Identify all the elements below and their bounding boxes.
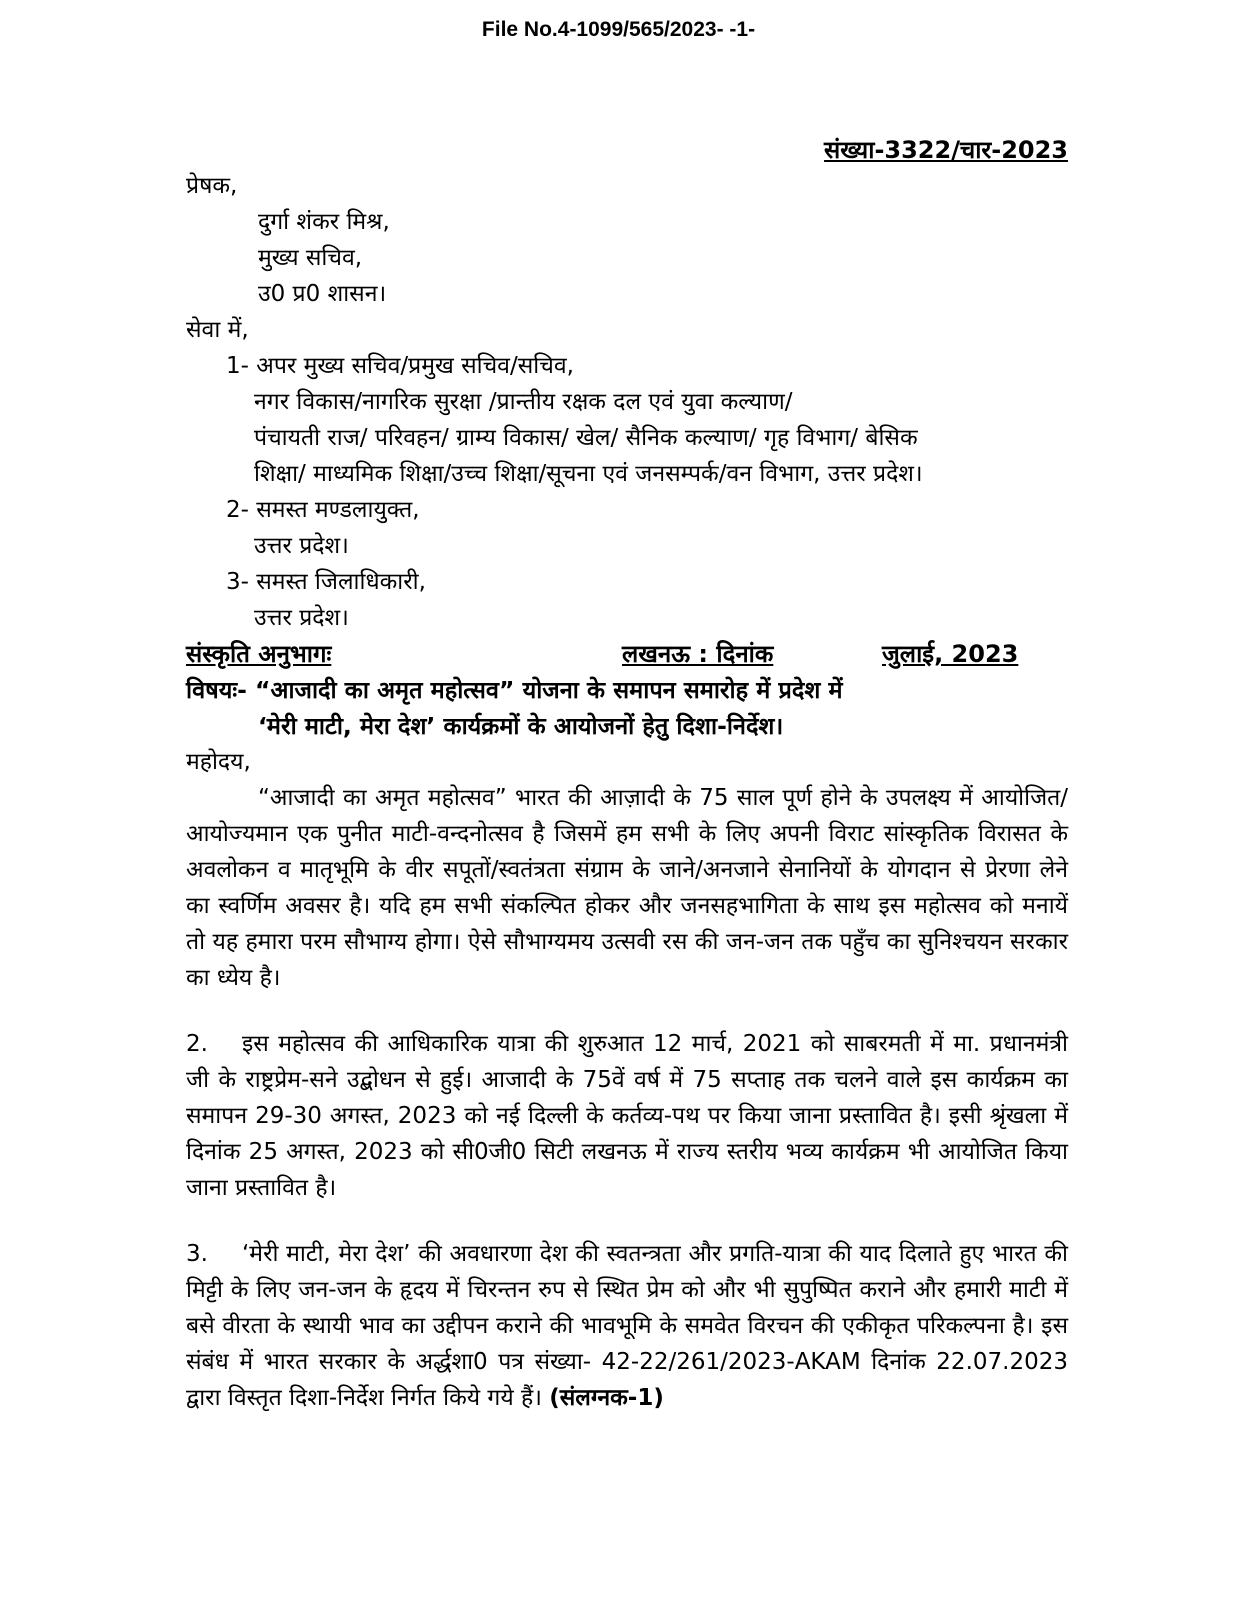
recipient-line: पंचायती राज/ परिवहन/ ग्राम्य विकास/ खेल/ सैनिक कल्याण/ गृह विभाग/ बेसिक — [254, 425, 918, 451]
subject — [186, 672, 1068, 744]
sender-office: उ0 प्र0 शासन। — [258, 281, 387, 307]
recipient-line: नगर विकास/नागरिक सुरक्षा /प्रान्तीय रक्षक दल एवं युवा कल्याण/ — [254, 389, 793, 415]
to-label: सेवा में, — [186, 317, 249, 343]
recipient-2 — [186, 492, 1068, 564]
recipient-line: अपर मुख्य सचिव/प्रमुख सचिव/सचिव, — [256, 353, 574, 379]
reference-number: संख्या-3322/चार-2023 — [824, 136, 1068, 164]
paragraph-2 — [186, 1026, 1068, 1206]
file-number-header: File No.4-1099/565/2023- -1- — [481, 18, 756, 41]
recipient-number: 1- — [226, 353, 249, 379]
paragraph-text: ‘मेरी माटी, मेरा देश’ की अवधारणा देश की स्वतन्त्रता और प्रगति-यात्रा की याद दिलाते हुए भारत की मिट्टी के लिए जन-जन के हृदय में चिरन्तन रुप से स्थित प्रेम को और भी सुपुष्पित कराने और हमारी माटी में बसे वीरता के स्थायी भाव का उद्दीपन कराने की भावभूमि के समवेत विरचन की एकीकृत परिकल्पना है। इस संबंध में भारत सरकार के अर्द्धशा0 पत्र संख्या- 42-22/261/2023-AKAM दिनांक 22.07.2023 द्वारा विस्तृत दिशा-निर्देश निर्गत किये गये हैं। — [186, 1241, 1068, 1411]
recipient-line: समस्त मण्डलायुक्त, — [256, 497, 420, 523]
recipient-number: 3- — [226, 569, 249, 595]
paragraph-1: “आजादी का अमृत महोत्सव” भारत की आज़ादी के 75 साल पूर्ण होने के उपलक्ष्य में आयोजित/आयोज्यमान एक पुनीत माटी-वन्दनोत्सव है जिसमें हम सभी के लिए अपनी विराट सांस्कृतिक विरासत के अवलोकन व मातृभूमि के वीर सपूतों/स्वतंत्रता संग्राम के जाने/अनजाने सेनानियों के योगदान से प्रेरणा लेने का स्वर्णिम अवसर है। यदि हम सभी संकल्पित होकर और जनसहभागिता के साथ इस महोत्सव को मनायें तो यह हमारा परम सौभाग्य होगा। ऐसे सौभाग्यमय उत्सवी रस की जन-जन तक पहुँच का सुनिश्चयन सरकार का ध्येय है। — [186, 785, 1068, 991]
department-date-row — [186, 636, 1068, 672]
place-date-label: लखनऊ : दिनांक — [622, 640, 774, 668]
subject-line: ‘मेरी माटी, मेरा देश’ कार्यक्रमों के आयोजनों हेतु दिशा-निर्देश। — [258, 712, 784, 740]
letter-date: जुलाई, 2023 — [882, 640, 1019, 668]
paragraph-number: 2. — [186, 1031, 208, 1057]
from-label: प्रेषक, — [186, 173, 238, 199]
subject-line: विषयः- “आजादी का अमृत महोत्सव” योजना के समापन समारोह में प्रदेश में — [186, 676, 843, 704]
recipient-line: उत्तर प्रदेश। — [254, 533, 349, 559]
sender-designation: मुख्य सचिव, — [258, 245, 363, 271]
salutation: महोदय, — [186, 749, 251, 775]
paragraph-text: इस महोत्सव की आधिकारिक यात्रा की शुरुआत 12 मार्च, 2021 को साबरमती में मा. प्रधानमंत्री जी के राष्ट्रप्रेम-सने उद्बोधन से हुई। आजादी के 75वें वर्ष में 75 सप्ताह तक चलने वाले इस कार्यक्रम का समापन 29-30 अगस्त, 2023 को नई दिल्ली के कर्तव्य-पथ पर किया जाना प्रस्तावित है। इसी श्रृंखला में दिनांक 25 अगस्त, 2023 को सी0जी0 सिटी लखनऊ में राज्य स्तरीय भव्य कार्यक्रम भी आयोजित किया जाना प्रस्तावित है। — [186, 1031, 1068, 1201]
paragraph-number: 3. — [186, 1241, 208, 1267]
recipient-line: उत्तर प्रदेश। — [254, 605, 349, 631]
recipient-line: समस्त जिलाधिकारी, — [256, 569, 426, 595]
recipient-line: शिक्षा/ माध्यमिक शिक्षा/उच्च शिक्षा/सूचना एवं जनसम्पर्क/वन विभाग, उत्तर प्रदेश। — [254, 461, 923, 487]
letter-body — [186, 132, 1068, 1416]
recipient-number: 2- — [226, 497, 249, 523]
department-name: संस्कृति अनुभागः — [186, 640, 332, 668]
enclosure-reference: (संलग्नक-1) — [549, 1385, 664, 1411]
sender-name: दुर्गा शंकर मिश्र, — [258, 209, 390, 235]
paragraph-3 — [186, 1236, 1068, 1416]
recipient-3 — [186, 564, 1068, 636]
recipient-1 — [186, 348, 1068, 492]
